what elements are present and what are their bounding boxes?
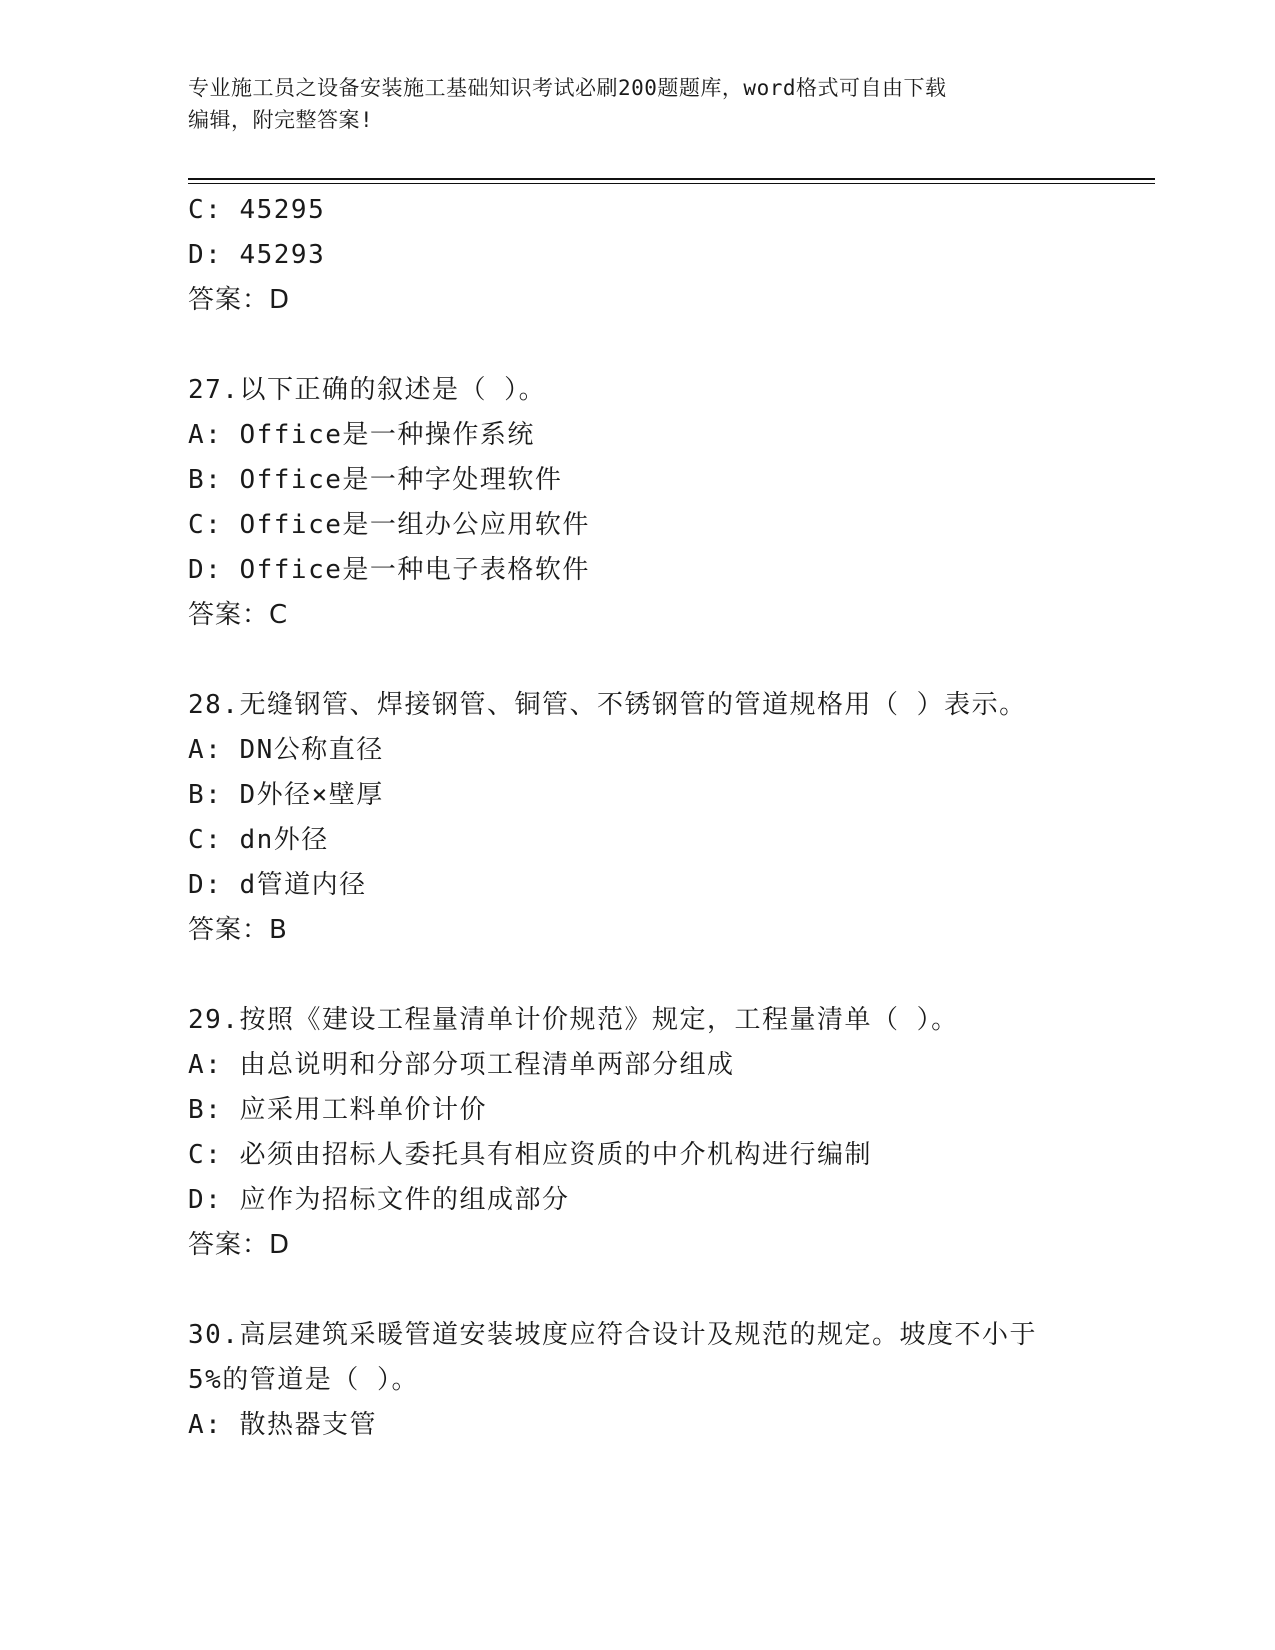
header-title-line-1: 专业施工员之设备安装施工基础知识考试必刷200题题库，word格式可自由下载: [188, 76, 947, 100]
header-divider-thin: [188, 183, 1155, 184]
q26-option-d: D: 45293: [188, 240, 326, 270]
q29-option-c: C: 必须由招标人委托具有相应资质的中介机构进行编制: [188, 1140, 872, 1170]
q29-option-d: D: 应作为招标文件的组成部分: [188, 1185, 570, 1215]
q28-option-d: D: d管道内径: [188, 870, 367, 900]
q26-answer: 答案：D: [188, 285, 291, 315]
q30-question-line-1: 30.高层建筑采暖管道安装坡度应符合设计及规范的规定。坡度不小于: [188, 1320, 1037, 1350]
q28-option-b: B: D外径×壁厚: [188, 780, 384, 810]
q29-question: 29.按照《建设工程量清单计价规范》规定，工程量清单（ ）。: [188, 1005, 959, 1035]
q28-question: 28.无缝钢管、焊接钢管、铜管、不锈钢管的管道规格用（ ）表示。: [188, 690, 1027, 720]
q27-question: 27.以下正确的叙述是（ ）。: [188, 375, 547, 405]
q30-option-a: A: 散热器支管: [188, 1410, 377, 1440]
q29-answer: 答案：D: [188, 1230, 291, 1260]
q28-option-a: A: DN公称直径: [188, 735, 384, 765]
q30-question-line-2: 5%的管道是（ ）。: [188, 1365, 419, 1395]
q27-option-d: D: Office是一种电子表格软件: [188, 555, 590, 585]
q28-option-c: C: dn外径: [188, 825, 329, 855]
q26-option-c: C: 45295: [188, 195, 326, 225]
header-divider-thick: [188, 178, 1155, 180]
q27-option-b: B: Office是一种字处理软件: [188, 465, 563, 495]
q29-option-b: B: 应采用工料单价计价: [188, 1095, 487, 1125]
q27-answer: 答案：C: [188, 600, 289, 630]
q28-answer: 答案：B: [188, 915, 288, 945]
q29-option-a: A: 由总说明和分部分项工程清单两部分组成: [188, 1050, 735, 1080]
document-header: [188, 72, 1088, 136]
q27-option-c: C: Office是一组办公应用软件: [188, 510, 590, 540]
header-title-line-2: 编辑，附完整答案!: [188, 108, 374, 132]
q27-option-a: A: Office是一种操作系统: [188, 420, 535, 450]
